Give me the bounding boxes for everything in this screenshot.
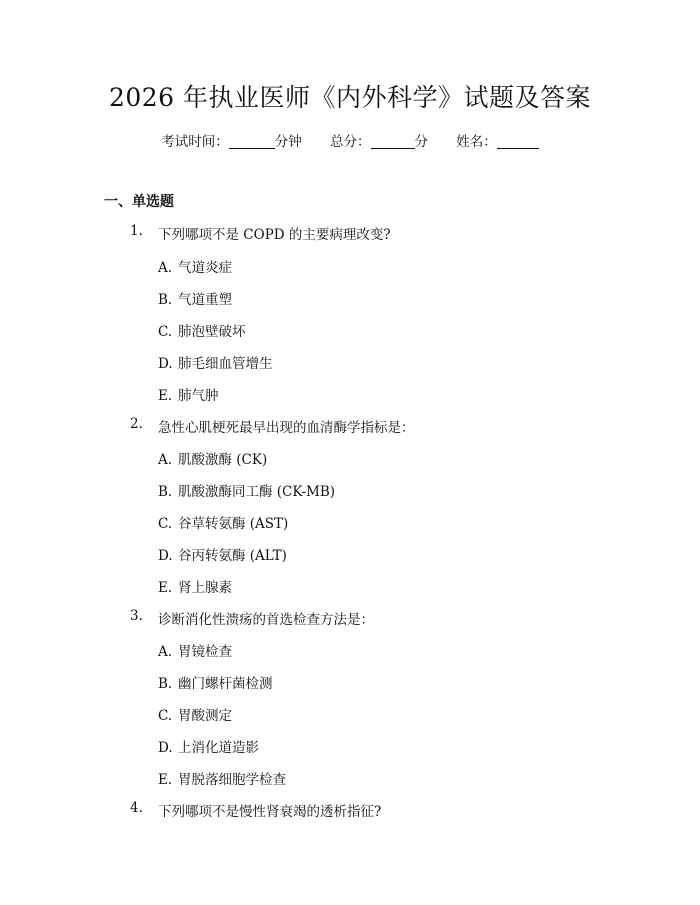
option-text: 胃脱落细胞学检查 <box>178 772 286 788</box>
question-text: 下列哪项不是 COPD 的主要病理改变? <box>158 227 391 243</box>
option-letter: D. <box>158 740 173 756</box>
exam-time-field <box>161 130 302 150</box>
option-letter: B. <box>158 292 173 308</box>
exam-time-label: 考试时间： <box>161 134 229 150</box>
option-2e[interactable] <box>158 576 232 596</box>
option-text: 肌酸激酶同工酶 (CK-MB) <box>178 484 336 500</box>
option-text: 肺气肿 <box>178 388 219 404</box>
option-3b[interactable] <box>158 672 273 692</box>
option-2b[interactable] <box>158 480 335 500</box>
option-1a[interactable] <box>158 256 232 276</box>
option-3c[interactable] <box>158 704 232 724</box>
option-letter: A. <box>158 260 173 276</box>
total-score-blank[interactable] <box>371 134 415 149</box>
option-1b[interactable] <box>158 288 232 308</box>
option-text: 胃酸测定 <box>178 708 232 724</box>
option-text: 谷丙转氨酶 (ALT) <box>178 548 287 564</box>
option-3e[interactable] <box>158 768 286 788</box>
name-label: 姓名： <box>456 134 497 150</box>
question-text: 诊断消化性溃疡的首选检查方法是： <box>158 612 374 628</box>
option-text: 肾上腺素 <box>178 580 232 596</box>
option-letter: A. <box>158 452 173 468</box>
name-field <box>456 130 539 150</box>
question-number: 4. <box>130 800 143 816</box>
question-number: 1. <box>130 223 143 239</box>
total-score-label: 总分： <box>330 134 371 150</box>
option-text: 上消化道造影 <box>178 740 259 756</box>
question-number: 2. <box>130 416 143 432</box>
option-letter: B. <box>158 484 173 500</box>
option-letter: E. <box>158 580 173 596</box>
option-text: 幽门螺杆菌检测 <box>178 676 273 692</box>
option-1c[interactable] <box>158 320 246 340</box>
option-text: 肺泡壁破坏 <box>178 324 246 340</box>
section-title: 一、单选题 <box>104 194 174 210</box>
option-2c[interactable] <box>158 512 288 532</box>
option-letter: C. <box>158 516 173 532</box>
question-number: 3. <box>130 608 143 624</box>
option-2a[interactable] <box>158 448 267 468</box>
exam-time-blank[interactable] <box>229 134 275 149</box>
option-text: 气道炎症 <box>178 260 232 276</box>
option-3d[interactable] <box>158 736 259 756</box>
option-letter: A. <box>158 644 173 660</box>
option-text: 肺毛细血管增生 <box>178 356 273 372</box>
option-text: 肌酸激酶 (CK) <box>178 452 268 468</box>
option-letter: C. <box>158 708 173 724</box>
option-letter: D. <box>158 548 173 564</box>
exam-info-row <box>0 130 700 150</box>
total-score-field <box>330 130 428 150</box>
option-letter: C. <box>158 324 173 340</box>
option-text: 谷草转氨酶 (AST) <box>178 516 289 532</box>
option-text: 气道重塑 <box>178 292 232 308</box>
name-blank[interactable] <box>497 134 539 149</box>
option-1d[interactable] <box>158 352 273 372</box>
question-text: 下列哪项不是慢性肾衰竭的透析指征? <box>158 804 382 820</box>
page-title: 2026 年执业医师《内外科学》试题及答案 <box>108 83 592 112</box>
exam-time-unit: 分钟 <box>274 134 302 150</box>
option-letter: E. <box>158 388 173 404</box>
question-text: 急性心肌梗死最早出现的血清酶学指标是： <box>158 420 415 436</box>
option-1e[interactable] <box>158 384 219 404</box>
option-2d[interactable] <box>158 544 287 564</box>
option-3a[interactable] <box>158 640 232 660</box>
option-letter: B. <box>158 676 173 692</box>
total-score-unit: 分 <box>414 134 428 150</box>
option-letter: E. <box>158 772 173 788</box>
option-letter: D. <box>158 356 173 372</box>
option-text: 胃镜检查 <box>178 644 232 660</box>
